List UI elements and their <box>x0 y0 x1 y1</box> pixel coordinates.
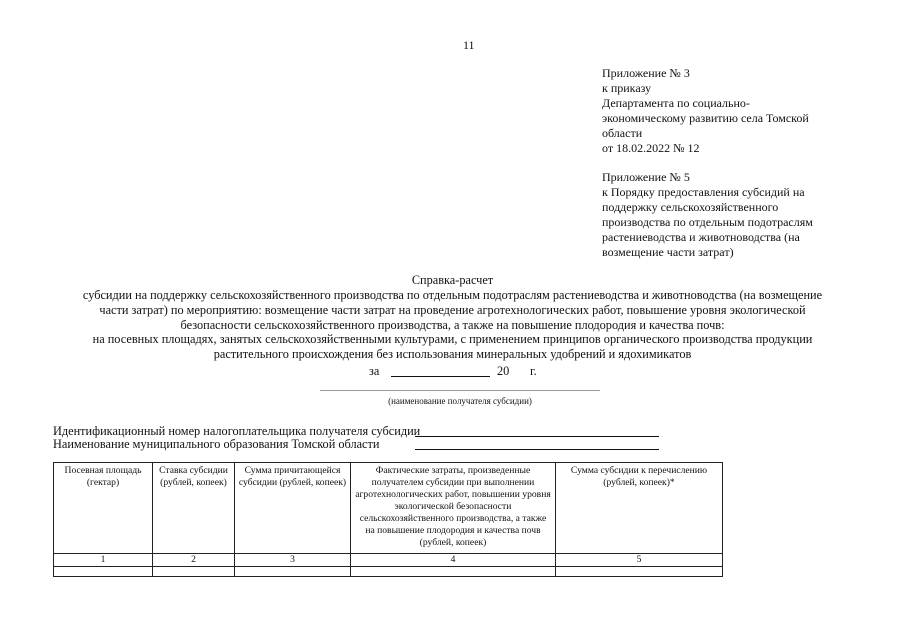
column-number: 2 <box>153 554 235 567</box>
municipality-row <box>53 437 379 452</box>
appendix-3-line: Департамента по социально- <box>602 96 750 110</box>
header-subsidy-rate: Ставка субсидии (рублей, копеек) <box>153 463 235 554</box>
subtitle-line: безопасности сельскохозяйственного производства, а также на повышение плодородия и качества почв: <box>180 317 725 332</box>
column-number: 4 <box>351 554 556 567</box>
recipient-name-line[interactable] <box>320 390 600 391</box>
page-number: 11 <box>463 38 475 52</box>
table-cell[interactable] <box>54 567 153 577</box>
column-number: 5 <box>556 554 723 567</box>
appendix-5-line: растениеводства и животноводства (на <box>602 230 800 244</box>
period-blank-field[interactable] <box>391 376 490 377</box>
inn-label: Идентификационный номер налогоплательщика получателя субсидии <box>53 424 421 438</box>
header-sown-area: Посевная площадь (гектар) <box>54 463 153 554</box>
appendix-3-line: от 18.02.2022 № 12 <box>602 141 700 155</box>
header-actual-costs: Фактические затраты, произведенные получателем субсидии при выполнении агротехнологических работ, повышении уровня экологической безопасности сельскохозяйственного производства, а также на повышение плодородия и качества почв (рублей, копеек) <box>351 463 556 554</box>
table-cell[interactable] <box>235 567 351 577</box>
appendix-3-line: Приложение № 3 <box>602 66 690 80</box>
column-number: 3 <box>235 554 351 567</box>
document-subtitle <box>50 288 855 362</box>
table-cell[interactable] <box>351 567 556 577</box>
table-row <box>54 567 723 577</box>
subtitle-line: на посевных площадях, занятых сельскохозяйственными культурами, с применением принципов органического производства продукции <box>92 332 813 347</box>
subtitle-line: субсидии на поддержку сельскохозяйственного производства по отдельным подотраслям растениеводства и животноводства (на возмещение <box>82 288 823 302</box>
appendix-5-line: Приложение № 5 <box>602 170 690 184</box>
period-prefix: за <box>369 364 380 378</box>
appendix-3-header <box>602 66 842 156</box>
appendix-5-line: поддержку сельскохозяйственного <box>602 200 779 214</box>
table-header-row <box>54 463 723 554</box>
appendix-5-header <box>602 170 842 260</box>
table-cell[interactable] <box>153 567 235 577</box>
appendix-5-line: возмещение части затрат) <box>602 245 734 259</box>
appendix-5-line: производства по отдельным подотраслям <box>602 215 813 229</box>
recipient-caption: (наименование получателя субсидии) <box>388 396 532 406</box>
subtitle-line: растительного происхождения без использования минеральных удобрений и ядохимикатов <box>213 347 692 362</box>
column-number: 1 <box>54 554 153 567</box>
document-title: Справка-расчет <box>411 273 494 287</box>
period-year: 20 <box>497 364 510 378</box>
municipality-label: Наименование муниципального образования Томской области <box>53 437 380 451</box>
subtitle-line: части затрат) по мероприятию: возмещение части затрат на проведение агротехнологических работ, повышение уровня экологической <box>99 302 806 317</box>
municipality-blank-field[interactable] <box>415 449 659 450</box>
appendix-3-line: экономическому развитию села Томской <box>602 111 809 125</box>
column-number-row <box>54 554 723 567</box>
appendix-5-line: к Порядку предоставления субсидий на <box>602 185 805 199</box>
header-subsidy-due: Сумма причитающейся субсидии (рублей, копеек) <box>235 463 351 554</box>
period-suffix: г. <box>530 364 537 378</box>
period-line <box>0 364 905 380</box>
appendix-3-line: области <box>602 126 643 140</box>
calculation-table <box>53 462 723 577</box>
header-subsidy-transfer: Сумма субсидии к перечислению (рублей, копеек)* <box>556 463 723 554</box>
table-cell[interactable] <box>556 567 723 577</box>
appendix-3-line: к приказу <box>602 81 652 95</box>
inn-blank-field[interactable] <box>415 436 659 437</box>
